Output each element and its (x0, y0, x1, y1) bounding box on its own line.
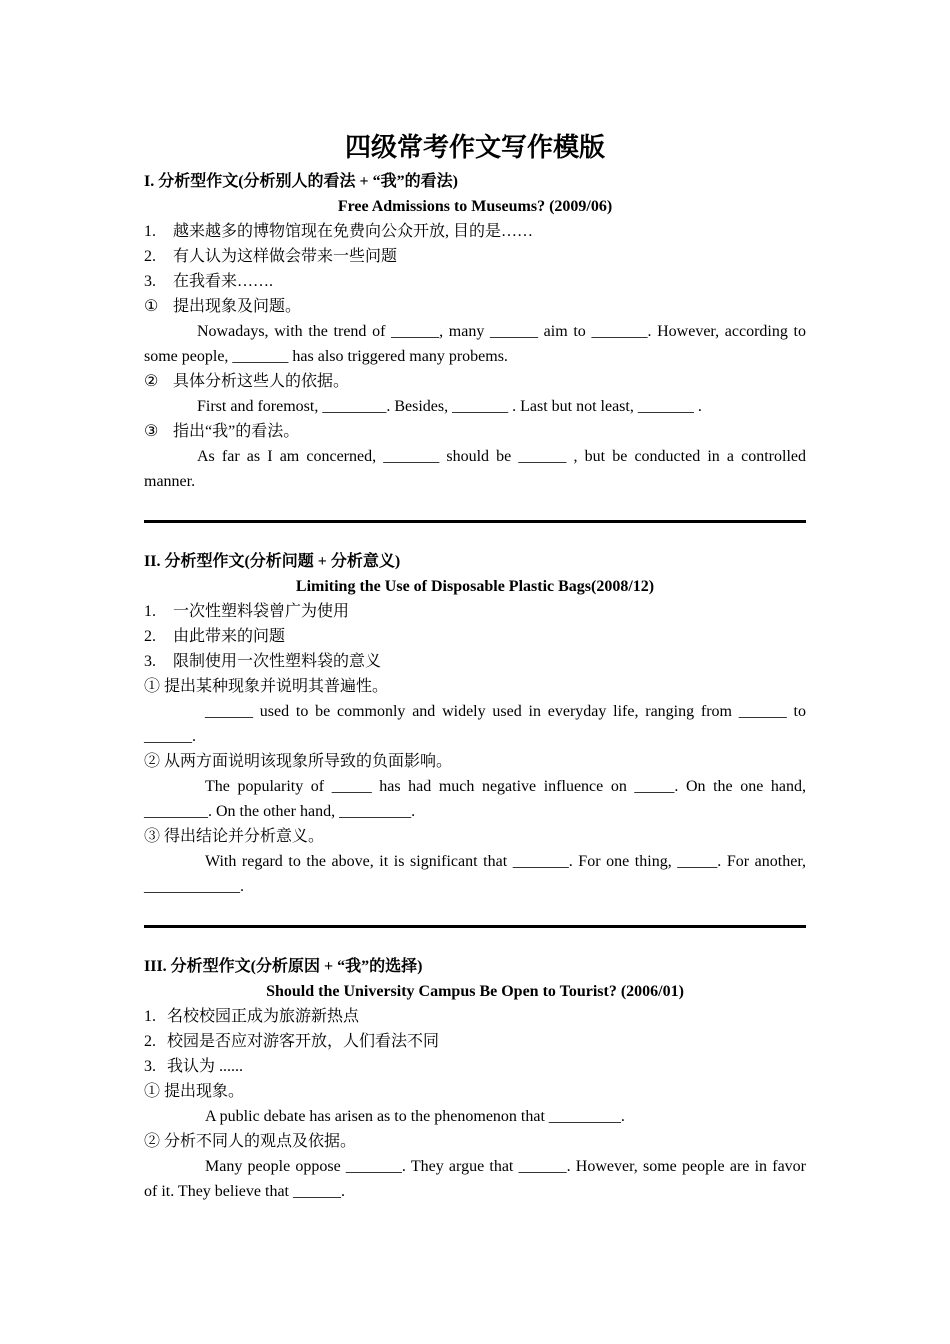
section-heading: III. 分析型作文(分析原因 + “我”的选择) (144, 958, 423, 975)
section-divider (144, 520, 806, 523)
template-paragraph: A public debate has arisen as to the phenomenon that _________. (205, 1108, 625, 1125)
outline-item: 3. 限制使用一次性塑料袋的意义 (144, 653, 382, 670)
section-heading: II. 分析型作文(分析问题 + 分析意义) (144, 553, 401, 570)
section-2 (144, 549, 806, 899)
template-paragraph: With regard to the above, it is significant that _______. For one thing, _____. For another, ____________. (144, 853, 806, 895)
template-paragraph: Nowadays, with the trend of ______, many ______ aim to _______. However, according to some people, _______ has also triggered many probems. (144, 323, 806, 365)
section-heading: I. 分析型作文(分析别人的看法 + “我”的看法) (144, 173, 459, 190)
step-label: ① 提出某种现象并说明其普遍性。 (144, 678, 389, 695)
essay-topic: Limiting the Use of Disposable Plastic Bags(2008/12) (295, 578, 655, 595)
template-paragraph: Many people oppose _______. They argue that ______. However, some people are in favor of it. They believe that ______. (144, 1158, 806, 1200)
outline-item: 3. 在我看来……. (144, 273, 274, 290)
template-paragraph: As far as I am concerned, _______ should be ______ , but be conducted in a controlled manner. (144, 448, 806, 490)
outline-item: 3. 我认为 ...... (144, 1058, 244, 1075)
template-paragraph: The popularity of _____ has had much negative influence on _____. On the one hand, ________. On the other hand, _________. (144, 778, 806, 820)
template-paragraph: ______ used to be commonly and widely used in everyday life, ranging from ______ to ______. (144, 703, 806, 745)
page-title: 四级常考作文写作模版 (344, 133, 605, 162)
template-paragraph: First and foremost, ________. Besides, _______ . Last but not least, _______ . (197, 398, 702, 415)
section-3 (144, 954, 806, 1204)
step-label: ③ 指出“我”的看法。 (144, 423, 300, 440)
essay-topic: Should the University Campus Be Open to Tourist? (2006/01) (266, 983, 684, 1000)
section-1 (144, 169, 806, 494)
outline-item: 2. 由此带来的问题 (144, 628, 286, 645)
document-page (144, 128, 806, 1204)
step-label: ② 从两方面说明该现象所导致的负面影响。 (144, 753, 453, 770)
step-label: ② 分析不同人的观点及依据。 (144, 1133, 357, 1150)
outline-item: 1. 名校校园正成为旅游新热点 (144, 1008, 360, 1025)
essay-topic: Free Admissions to Museums? (2009/06) (337, 198, 613, 215)
step-label: ① 提出现象及问题。 (144, 298, 302, 315)
step-label: ③ 得出结论并分析意义。 (144, 828, 325, 845)
outline-item: 2. 校园是否应对游客开放，人们看法不同 (144, 1033, 440, 1050)
outline-item: 1. 越来越多的博物馆现在免费向公众开放, 目的是…… (144, 223, 534, 240)
section-divider (144, 925, 806, 928)
step-label: ① 提出现象。 (144, 1083, 245, 1100)
outline-item: 1. 一次性塑料袋曾广为使用 (144, 603, 350, 620)
step-label: ② 具体分析这些人的依据。 (144, 373, 350, 390)
outline-item: 2. 有人认为这样做会带来一些问题 (144, 248, 398, 265)
